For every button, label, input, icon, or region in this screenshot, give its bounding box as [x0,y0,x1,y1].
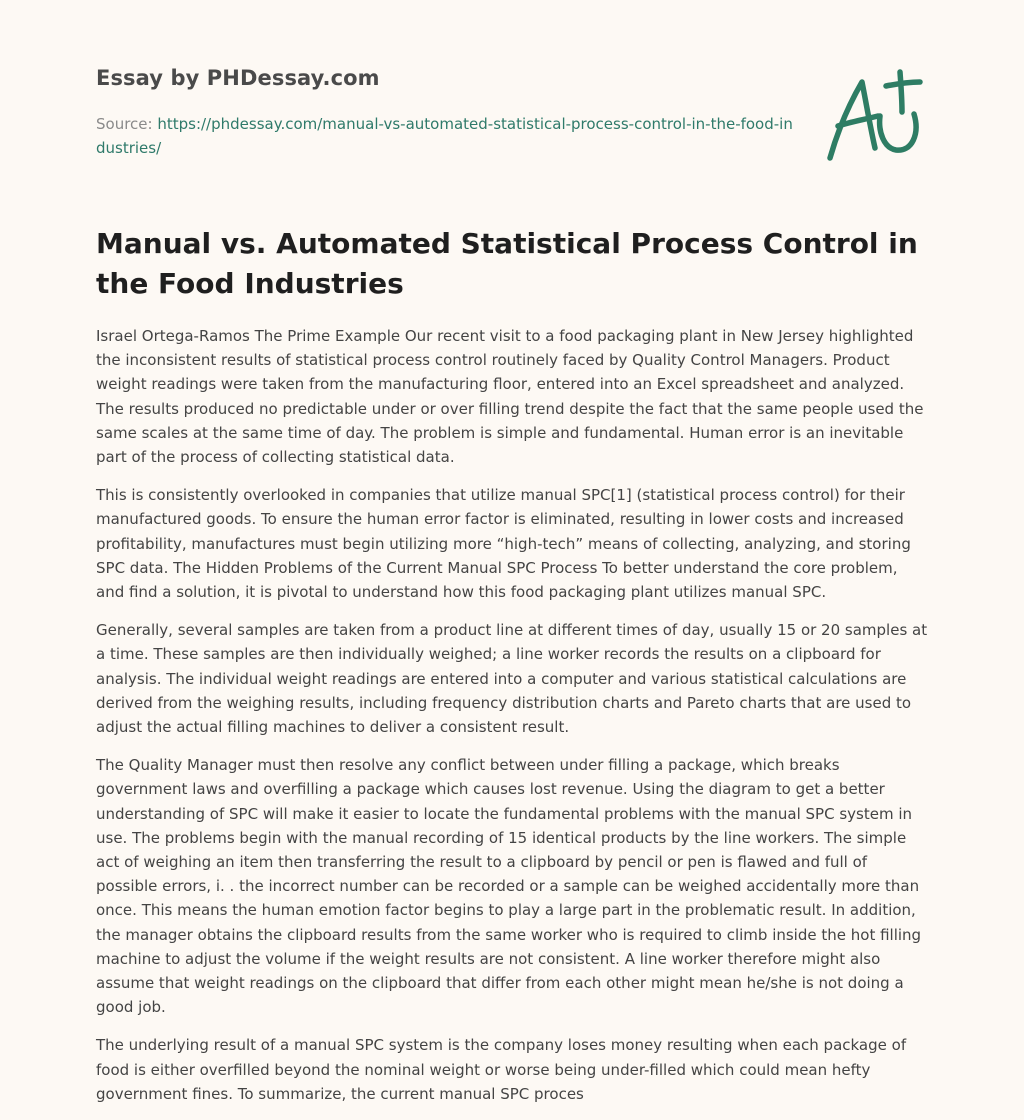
paragraph: The Quality Manager must then resolve any conflict between under filling a package, which breaks government laws and overfilling a package which causes lost revenue. Using the diagram to get a better understanding of SPC will make it easier to locate the fundamental problems with the manual SPC system in use. The problems begin with the manual recording of 15 identical products by the line workers. The simple act of weighing an item then transferring the result to a clipboard by pencil or pen is flawed and full of possible errors, i. . the incorrect number can be recorded or a sample can be weighed accidentally more than once. This means the human emotion factor begins to play a large part in the problematic result. In addition, the manager obtains the clipboard results from the same worker who is required to climb inside the hot filling machine to adjust the volume if the weight results are not consistent. A line worker therefore might also assume that weight readings on the clipboard that differ from each other might mean he/she is not doing a good job. [96,756,922,1017]
source-label: Source: [96,115,158,133]
article-title: Manual vs. Automated Statistical Process Control in the Food Industries [96,227,918,300]
source-link[interactable]: https://phdessay.com/manual-vs-automated-statistical-process-control-in-the-food-industries/ [96,115,793,157]
a-plus-logo-icon [820,68,930,168]
article-body [96,324,928,1120]
paragraph: This is consistently overlooked in companies that utilize manual SPC[1] (statistical process control) for their manufactured goods. To ensure the human error factor is eliminated, resulting in lower costs and increased profitability, manufactures must begin utilizing more “high-tech” means of collecting, analyzing, and storing SPC data. The Hidden Problems of the Current Manual SPC Process To better understand the core problem, and find a solution, it is pivotal to understand how this food packaging plant utilizes manual SPC. [96,486,911,602]
paragraph: Generally, several samples are taken from a product line at different times of day, usually 15 or 20 samples at a time. These samples are then individually weighed; a line worker records the results on a clipboard for analysis. The individual weight readings are entered into a computer and various statistical calculations are derived from the weighing results, including frequency distribution charts and Pareto charts that are used to adjust the actual filling machines to deliver a consistent result. [96,621,928,737]
paragraph: The underlying result of a manual SPC system is the company loses money resulting when each package of food is either overfilled beyond the nominal weight or worse being under-filled which could mean hefty government fines. To summarize, the current manual SPC proces [96,1036,907,1103]
source-line [96,112,796,160]
site-brand: Essay by PHDessay.com [96,66,380,90]
paragraph: Israel Ortega-Ramos The Prime Example Our recent visit to a food packaging plant in New Jersey highlighted the inconsistent results of statistical process control routinely faced by Quality Control Managers. Product weight readings were taken from the manufacturing floor, entered into an Excel spreadsheet and analyzed. The results produced no predictable under or over filling trend despite the fact that the same people used the same scales at the same time of day. The problem is simple and fundamental. Human error is an inevitable part of the process of collecting statistical data. [96,327,924,467]
